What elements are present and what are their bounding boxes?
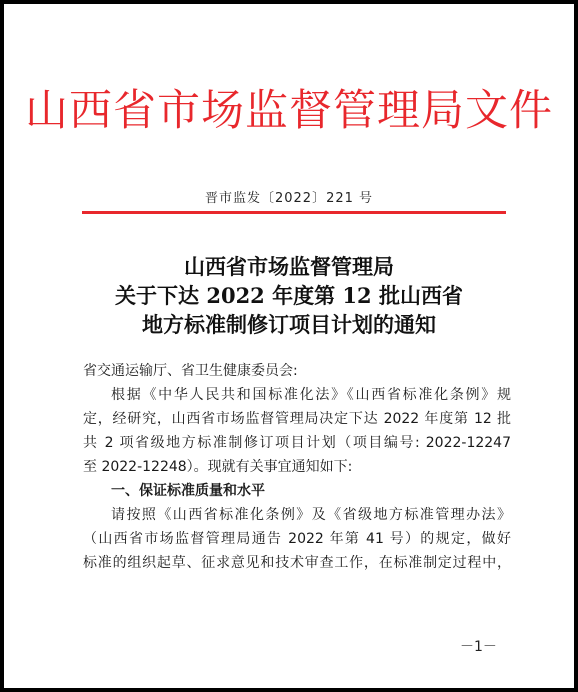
- paragraph-1-line-4: 至 2022-12248）。现就有关事宜通知如下:: [83, 459, 353, 475]
- salutation: 省交通运输厅、省卫生健康委员会:: [83, 363, 298, 379]
- document-body: [83, 359, 511, 575]
- title-line-2: 关于下达 2022 年度第 12 批山西省: [115, 283, 463, 308]
- paragraph-1-line-3: 共 2 项省级地方标准制修订项目计划（项目编号: 2022-12247: [83, 435, 511, 451]
- paragraph-1-line-2: 定，经研究，山西省市场监督管理局决定下达 2022 年度第 12 批: [83, 411, 511, 427]
- title-line-3: 地方标准制修订项目计划的通知: [142, 312, 436, 337]
- page-number: －1－: [460, 639, 497, 655]
- agency-masthead: 山西省市场监督管理局文件: [25, 86, 553, 136]
- document-page: [4, 4, 574, 688]
- section-heading-1: 一、保证标准质量和水平: [111, 483, 265, 499]
- red-divider-line: [82, 211, 506, 214]
- paragraph-1-line-1: 根据《中华人民共和国标准化法》《山西省标准化条例》规: [111, 387, 511, 403]
- paragraph-2-line-3: 标准的组织起草、征求意见和技术审查工作，在标准制定过程中，: [83, 555, 511, 571]
- paragraph-2-line-2: （山西省市场监督管理局通告 2022 年第 41 号）的规定，做好: [83, 531, 511, 547]
- document-number: 晋市监发〔2022〕221 号: [204, 191, 374, 206]
- document-title: [4, 252, 574, 339]
- title-line-1: 山西省市场监督管理局: [184, 254, 394, 279]
- paragraph-2-line-1: 请按照《山西省标准化条例》及《省级地方标准管理办法》: [111, 507, 511, 523]
